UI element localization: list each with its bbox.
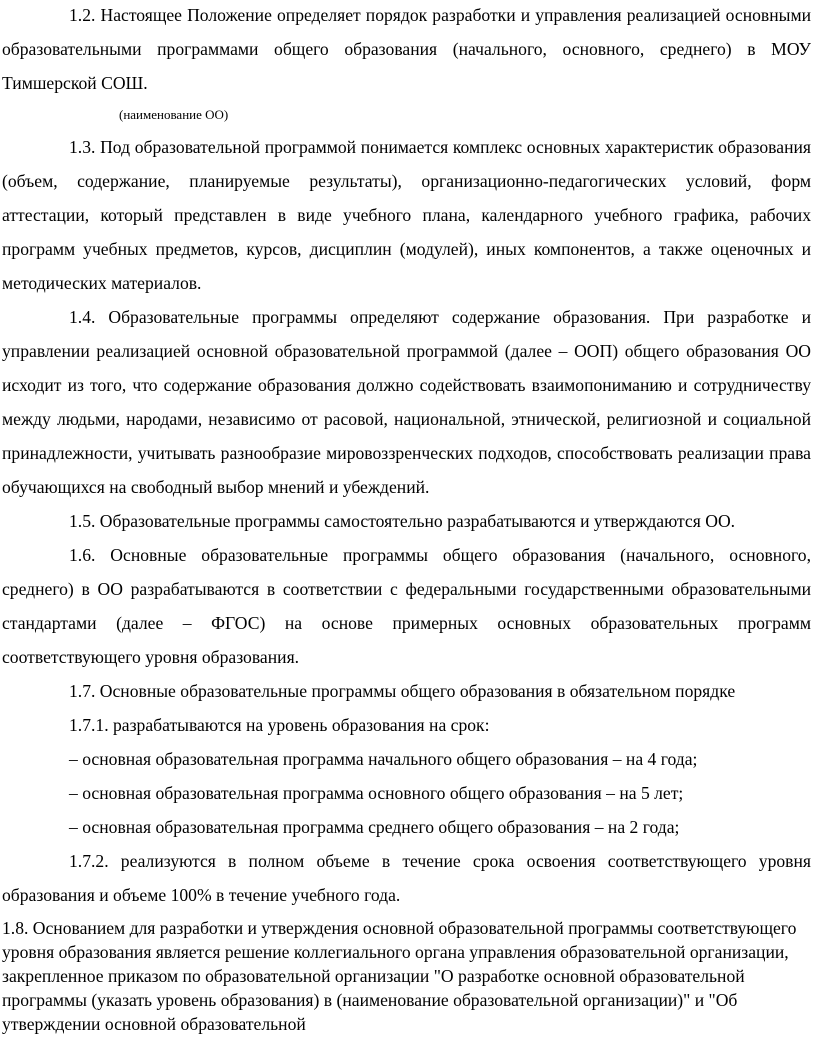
paragraph-1-7-1: 1.7.1. разрабатываются на уровень образования на срок: [69,715,490,735]
document-body [2,0,811,912]
list-item-basic: – основная образовательная программа основного общего образования – на 5 лет; [69,783,684,803]
caption-oo-name: (наименование ОО) [119,107,229,122]
paragraph-1-7: 1.7. Основные образовательные программы общего образования в обязательном порядке [69,681,736,701]
list-item-secondary: – основная образовательная программа среднего общего образования – на 2 года; [69,817,680,837]
paragraph-1-6: 1.6. Основные образовательные программы общего образования (начального, основного, среднего) в ОО разрабатываются в соответствии с федеральными государственными образовательными стандартами (далее – ФГОС) на основе примерных основных образовательных программ соответствующего уровня образования. [2,545,811,667]
paragraph-1-3: 1.3. Под образовательной программой понимается комплекс основных характеристик образования (объем, содержание, планируемые результаты), организационно-педагогических условий, форм аттестации, который представлен в виде учебного плана, календарного учебного графика, рабочих программ учебных предметов, курсов, дисциплин (модулей), иных компонентов, а также оценочных и методических материалов. [2,137,811,293]
paragraph-1-5: 1.5. Образовательные программы самостоятельно разрабатываются и утверждаются ОО. [69,511,736,531]
list-item-primary: – основная образовательная программа начального общего образования – на 4 года; [69,749,698,769]
paragraph-1-7-2: 1.7.2. реализуются в полном объеме в течение срока освоения соответствующего уровня образования и объеме 100% в течение учебного года. [2,851,811,905]
paragraph-1-8: 1.8. Основанием для разработки и утверждения основной образовательной программы соответствующего уровня образования является решение коллегиального органа управления образовательной организации, закрепленное приказом по образовательной организации "О разработке основной образовательной программы (указать уровень образования) в (наименование образовательной организации)" и "Об утверждении основной образовательной [2,918,797,1034]
paragraph-1-4: 1.4. Образовательные программы определяют содержание образования. При разработке и управлении реализацией основной образовательной программой (далее – ООП) общего образования ОО исходит из того, что содержание образования должно содействовать взаимопониманию и сотрудничеству между людьми, народами, независимо от расовой, национальной, этнической, религиозной и социальной принадлежности, учитывать разнообразие мировоззренческих подходов, способствовать реализации права обучающихся на свободный выбор мнений и убеждений. [2,307,811,497]
paragraph-1-2: 1.2. Настоящее Положение определяет порядок разработки и управления реализацией основными образовательными программами общего образования (начального, основного, среднего) в МОУ Тимшерской СОШ. [2,5,811,93]
